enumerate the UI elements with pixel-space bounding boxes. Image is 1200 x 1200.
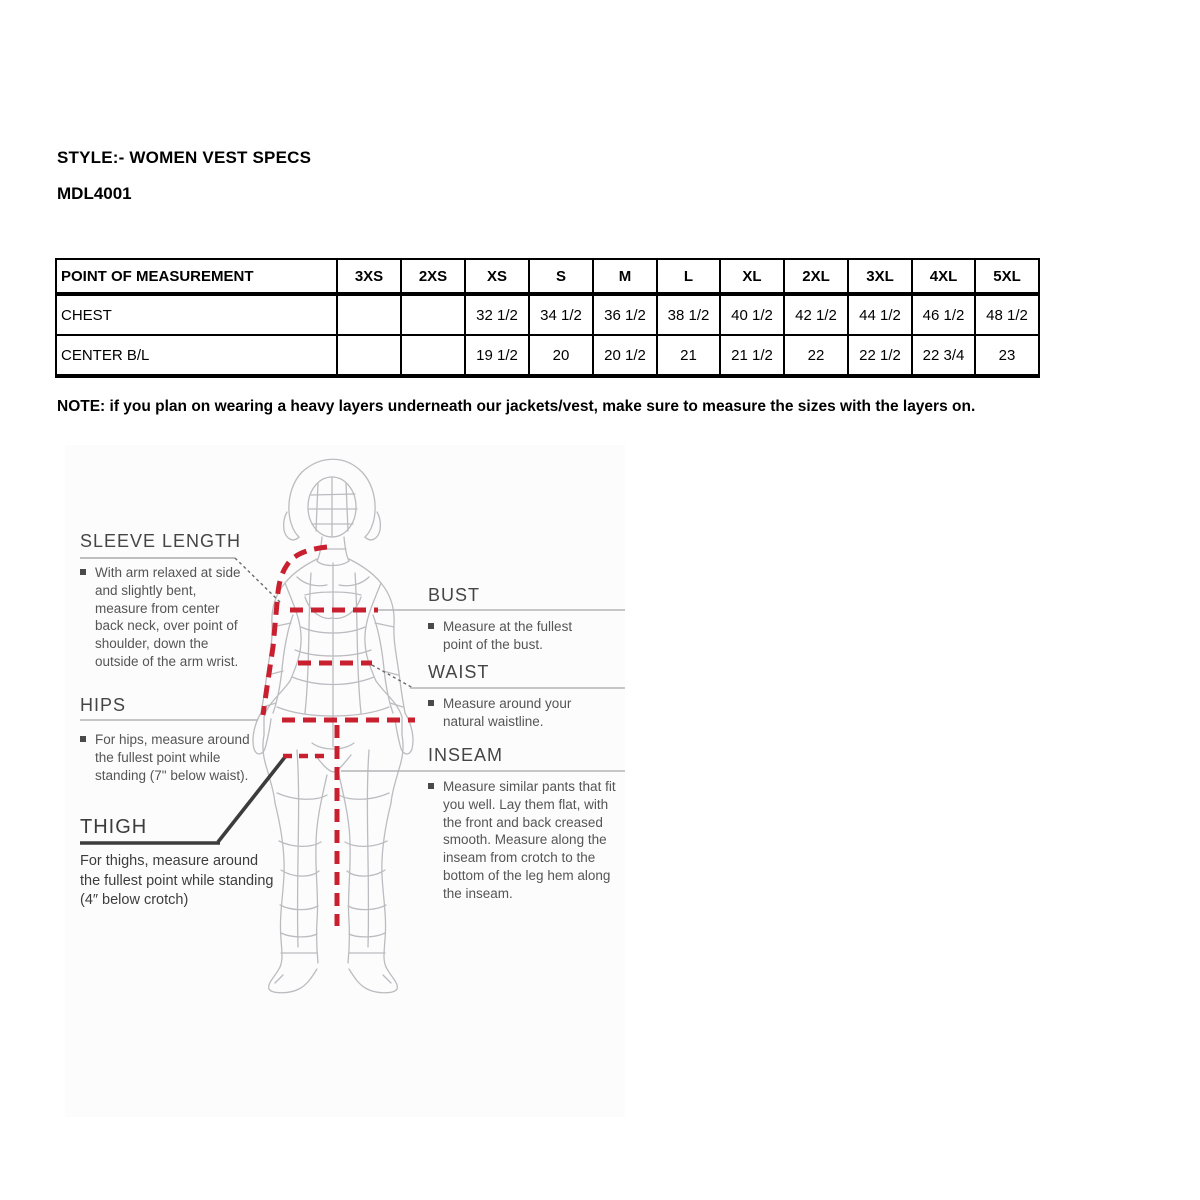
- thigh-heading: THIGH: [80, 816, 148, 838]
- row-label-chest: CHEST: [56, 294, 337, 335]
- table-row-chest: [56, 294, 1039, 335]
- bust-heading: BUST: [428, 585, 481, 605]
- row-label-center-bl: CENTER B/L: [56, 335, 337, 376]
- chest-value-3xl: 44 1/2: [848, 294, 912, 335]
- chest-value-2xl: 42 1/2: [784, 294, 848, 335]
- note-text: NOTE: if you plan on wearing a heavy layers underneath our jackets/vest, make sure to measure the sizes with the layers on.: [57, 398, 976, 415]
- column-header-m: M: [593, 259, 657, 294]
- column-header-point-of-measurement: POINT OF MEASUREMENT: [56, 259, 337, 294]
- centerbl-value-xl: 21 1/2: [720, 335, 784, 376]
- column-header-s: S: [529, 259, 593, 294]
- document-title: STYLE:- WOMEN VEST SPECS: [57, 148, 312, 167]
- wireframe-body: [253, 459, 413, 993]
- chest-value-4xl: 46 1/2: [912, 294, 975, 335]
- column-header-2xs: 2XS: [401, 259, 465, 294]
- centerbl-value-m: 20 1/2: [593, 335, 657, 376]
- chest-value-xs: 32 1/2: [465, 294, 529, 335]
- column-header-5xl: 5XL: [975, 259, 1039, 294]
- chest-value-m: 36 1/2: [593, 294, 657, 335]
- table-header-row: [56, 259, 1039, 294]
- model-number: MDL4001: [57, 184, 132, 203]
- table-row-center-bl: [56, 335, 1039, 376]
- centerbl-value-4xl: 22 3/4: [912, 335, 975, 376]
- chest-value-5xl: 48 1/2: [975, 294, 1039, 335]
- sleeve-length-description: With arm relaxed at side and slightly bent, measure from center back neck, over point of shoulder, down the outside of the arm wrist.: [95, 564, 247, 671]
- centerbl-value-3xl: 22 1/2: [848, 335, 912, 376]
- inseam-heading: INSEAM: [428, 745, 504, 765]
- column-header-4xl: 4XL: [912, 259, 975, 294]
- size-table: [55, 258, 1040, 378]
- chest-value-s: 34 1/2: [529, 294, 593, 335]
- column-header-2xl: 2XL: [784, 259, 848, 294]
- measurement-diagram: [65, 445, 625, 1117]
- column-header-3xs: 3XS: [337, 259, 401, 294]
- chest-value-3xs: [337, 294, 401, 335]
- inseam-description: Measure similar pants that fit you well. Lay them flat, with the front and back creased smooth. Measure along the inseam from crotch to the bottom of the leg hem along the inseam.: [443, 778, 627, 903]
- chest-value-xl: 40 1/2: [720, 294, 784, 335]
- waist-heading: WAIST: [428, 662, 490, 682]
- thigh-description: For thighs, measure around the fullest point while standing (4″ below crotch): [80, 853, 274, 909]
- bust-description: Measure at the fullest point of the bust.: [443, 618, 603, 654]
- chest-value-l: 38 1/2: [657, 294, 720, 335]
- centerbl-value-xs: 19 1/2: [465, 335, 529, 376]
- column-header-xs: XS: [465, 259, 529, 294]
- waist-description: Measure around your natural waistline.: [443, 695, 603, 731]
- column-header-l: L: [657, 259, 720, 294]
- centerbl-value-2xl: 22: [784, 335, 848, 376]
- column-header-3xl: 3XL: [848, 259, 912, 294]
- column-header-xl: XL: [720, 259, 784, 294]
- centerbl-value-l: 21: [657, 335, 720, 376]
- hips-description: For hips, measure around the fullest point while standing (7" below waist).: [95, 731, 271, 784]
- centerbl-value-2xs: [401, 335, 465, 376]
- centerbl-value-3xs: [337, 335, 401, 376]
- hips-heading: HIPS: [80, 695, 127, 715]
- centerbl-value-s: 20: [529, 335, 593, 376]
- chest-value-2xs: [401, 294, 465, 335]
- sleeve-length-heading: SLEEVE LENGTH: [80, 531, 242, 551]
- centerbl-value-5xl: 23: [975, 335, 1039, 376]
